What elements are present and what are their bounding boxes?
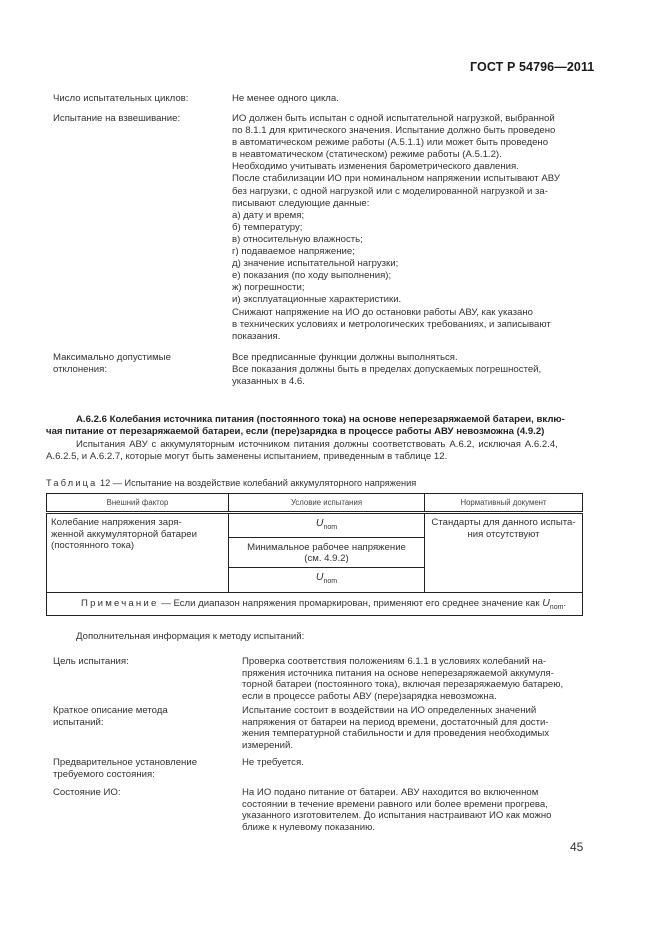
table-row	[47, 513, 583, 593]
column-header-test-condition: Условие испытания	[229, 494, 425, 513]
cell-normative-document: Стандарты для данного испыта- ния отсутствуют	[425, 513, 583, 593]
param-label-method: Краткое описание метода испытаний:	[53, 705, 168, 728]
param-value-eut-condition: На ИО подано питание от батареи. АВУ находится во включенном состоянии в течение времени равного или более времени прогрева, указанного изготовителем. До испытания настраивают ИО как можно ближе к нулевому показанию.	[242, 787, 552, 833]
param-label-eut-condition: Состояние ИО:	[53, 787, 121, 798]
param-value-max-deviation: Все предписанные функции должны выполняться. Все показания должны быть в пределах допускаемых погрешностей, указанных в 4.6.	[232, 352, 542, 388]
table-caption: Таблица 12 — Испытание на воздействие колебаний аккумуляторного напряжения	[46, 478, 417, 488]
column-header-normative-document: Нормативный документ	[425, 494, 583, 513]
table-note: Примечание — Если диапазон напряжения промаркирован, применяют его среднее значение как $U_{nom}$.	[47, 593, 583, 616]
param-value-method: Испытание состоит в воздействии на ИО определенных значений напряжения от батареи на период времени, достаточный для дости- жения температурной стабильности и для проведения необходимых измерений.	[242, 705, 550, 751]
condition-nominal-voltage: $U_{nom}$	[229, 514, 424, 538]
table-battery-voltage	[46, 493, 583, 616]
section-paragraph: Испытания АВУ с аккумуляторным источником питания должны соответствовать А.6.2, исключая А.6.2.4, А.6.2.5, и А.6.2.7, которые могут быть заменены испытанием, приведенным в таблице 12.	[46, 439, 558, 463]
param-label-purpose: Цель испытания:	[53, 656, 129, 667]
cell-external-factor: Колебание напряжения заря- женной аккумуляторной батареи (постоянного тока)	[47, 513, 229, 593]
condition-nominal-voltage-return: $U_{nom}$	[315, 571, 338, 586]
page-number: 45	[570, 840, 584, 854]
param-value-weighing: ИО должен быть испытан с одной испытательной нагрузкой, выбранной по 8.1.1 для критического значения. Испытание должно быть проведено в автоматическом режиме работы (А.5.1.1) или может быть проведено в неавтоматическом (статическом) режиме работы (А.5.1.2). Необходимо учитывать изменения барометрического давления. После стабилизации ИО при номинальном напряжении испытывают АВУ без нагрузки, с одной нагрузкой или с моделированной нагрузкой и за- писывают следующие данные: а) дату и время; б) температуру; в) относительную влажность; г) подаваемое напряжение; д) значение испытательной нагрузки; е) показания (по ходу выполнения); ж) погрешности; и) эксплуатационные характеристики. Снижают напряжение на ИО до остановки работы АВУ, как указано в технических условиях и метрологических требованиях, и записывают показания.	[232, 113, 560, 342]
additional-info-title: Дополнительная информация к методу испытаний:	[76, 631, 305, 642]
column-header-external-factor: Внешний фактор	[47, 494, 229, 513]
param-label-preconditioning: Предварительное установление требуемого состояния:	[53, 757, 198, 780]
param-value-preconditioning: Не требуется.	[242, 757, 304, 768]
param-label-max-deviation: Максимально допустимые отклонения:	[53, 352, 171, 375]
param-value-purpose: Проверка соответствия положениям 6.1.1 в условиях колебаний на- пряжения источника питания на основе неперезаряжаемой аккумуля- торной батареи (постоянного тока), включая перезаряжаемую батарею, если в процессе работы АВУ (пере)зарядка невозможна.	[242, 656, 564, 702]
param-label-cycles: Число испытательных циклов:	[53, 93, 189, 104]
section-heading: А.6.2.6 Колебания источника питания (постоянного тока) на основе неперезаряжаемой батареи, вклю- чая питание от перезаряжаемой батареи, если (пере)зарядка в процессе работы АВУ невозможна (4.9.2)	[46, 414, 565, 438]
standard-code-header: ГОСТ Р 54796—2011	[470, 60, 595, 74]
param-value-cycles: Не менее одного цикла.	[232, 93, 339, 104]
table-note-row	[47, 593, 583, 616]
condition-min-voltage: Минимальное рабочее напряжение (см. 4.9.2)	[229, 538, 424, 568]
table-header-row	[47, 494, 583, 513]
cell-test-conditions	[229, 513, 425, 593]
param-label-weighing: Испытание на взвешивание:	[53, 113, 181, 124]
